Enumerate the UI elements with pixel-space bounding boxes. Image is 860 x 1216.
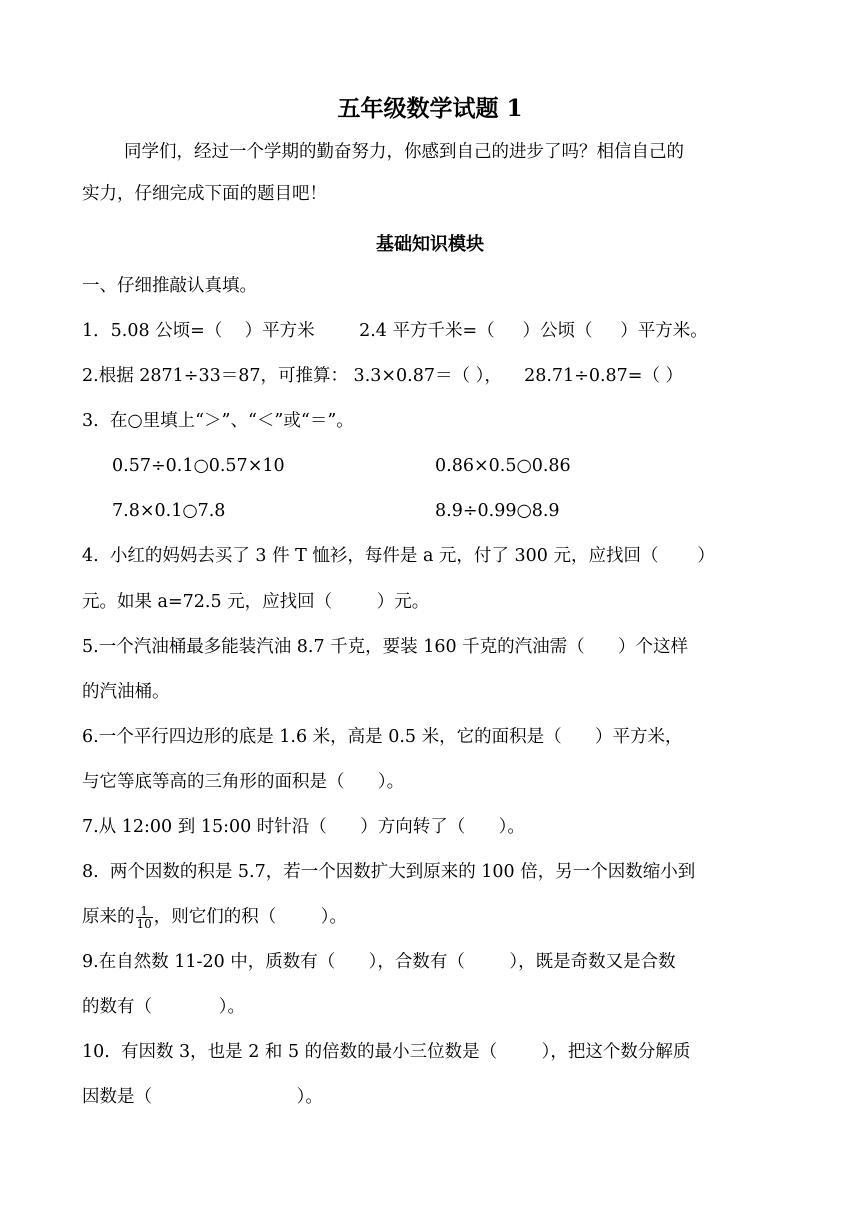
- intro-line-1: 同学们，经过一个学期的勤奋努力，你感到自己的进步了吗？相信自己的: [124, 142, 684, 162]
- question-5-line-2: 的汽油桶。: [82, 682, 170, 702]
- fraction-one-tenth: [136, 905, 153, 930]
- question-9-line-1: 9.在自然数 11-20 中，质数有（ ），合数有（ ），既是奇数又是合数: [82, 952, 676, 972]
- question-8-line-1: 8. 两个因数的积是 5.7，若一个因数扩大到原来的 100 倍，另一个因数缩小到: [82, 862, 696, 882]
- question-4-line-1: 4. 小红的妈妈去买了 3 件 T 恤衫，每件是 a 元，付了 300 元，应找回（ ）: [82, 546, 715, 566]
- page-title: 五年级数学试题 1: [337, 95, 523, 122]
- question-4-line-2: 元。如果 a=72.5 元，应找回（ ）元。: [82, 592, 430, 612]
- q3-item-3: 7.8×0.1○7.8: [112, 501, 226, 521]
- part1-heading: 一、仔细推敲认真填。: [82, 276, 257, 296]
- question-2: 2.根据 2871÷33＝87，可推算： 3.3×0.87＝（ ）， 28.71÷0.87=（ ）: [82, 366, 684, 386]
- q3-item-4: 8.9÷0.99○8.9: [435, 501, 560, 521]
- question-9-line-2: 的数有（ ）。: [82, 997, 246, 1017]
- fraction-numerator: 1: [136, 905, 153, 918]
- question-5-line-1: 5.一个汽油桶最多能装汽油 8.7 千克，要装 160 千克的汽油需（ ）个这样: [82, 637, 689, 657]
- section-title: 基础知识模块: [376, 234, 484, 255]
- question-6-line-2: 与它等底等高的三角形的面积是（ ）。: [82, 772, 405, 792]
- question-1: 1．5.08 公顷=（ ）平方米 2.4 平方千米=（ ）公顷（ ）平方米。: [82, 321, 708, 341]
- question-7: 7.从 12:00 到 15:00 时针沿（ ）方向转了（ ）。: [82, 817, 525, 837]
- fraction-denominator: 10: [136, 917, 152, 931]
- q8-prefix: 原来的: [82, 907, 135, 927]
- intro-line-2: 实力，仔细完成下面的题目吧！: [82, 184, 327, 204]
- question-6-line-1: 6.一个平行四边形的底是 1.6 米，高是 0.5 米，它的面积是（ ）平方米，: [82, 727, 683, 747]
- question-8-line-2: [82, 905, 347, 930]
- q8-suffix: ，则它们的积（ ）。: [153, 907, 348, 927]
- q3-item-2: 0.86×0.5○0.86: [435, 456, 571, 476]
- question-3: 3. 在○里填上“＞”、“＜”或“＝”。: [82, 411, 354, 431]
- question-10-line-1: 10. 有因数 3，也是 2 和 5 的倍数的最小三位数是（ ），把这个数分解质: [82, 1042, 691, 1062]
- q3-item-1: 0.57÷0.1○0.57×10: [112, 456, 285, 476]
- question-10-line-2: 因数是（ ）。: [82, 1087, 323, 1107]
